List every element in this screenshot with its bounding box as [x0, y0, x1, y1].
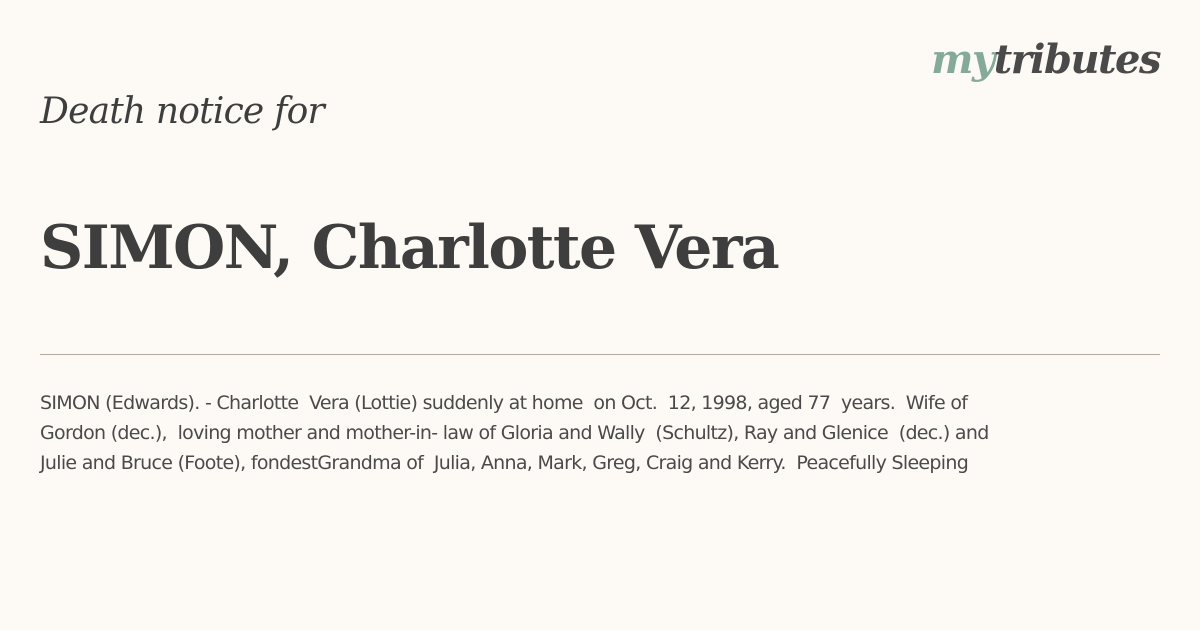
logo-tributes-text: tributes: [993, 36, 1160, 83]
notice-line-3: Julie and Bruce (Foote), fondestGrandma of Julia, Anna, Mark, Greg, Craig and Kerry. Peacefully Sleeping: [40, 452, 969, 474]
notice-line-1: SIMON (Edwards). - Charlotte Vera (Lottie) suddenly at home on Oct. 12, 1998, aged 77 years. Wife of: [40, 392, 968, 414]
mytributes-logo[interactable]: [931, 34, 1160, 86]
notice-text: [40, 388, 1160, 478]
deceased-name: SIMON, Charlotte Vera: [40, 213, 779, 283]
section-divider: [40, 354, 1160, 355]
notice-line-2: Gordon (dec.), loving mother and mother-in- law of Gloria and Wally (Schultz), Ray and Glenice (dec.) and: [40, 422, 989, 444]
death-notice-kicker: Death notice for: [40, 91, 324, 132]
logo-my-text: my: [931, 36, 994, 83]
